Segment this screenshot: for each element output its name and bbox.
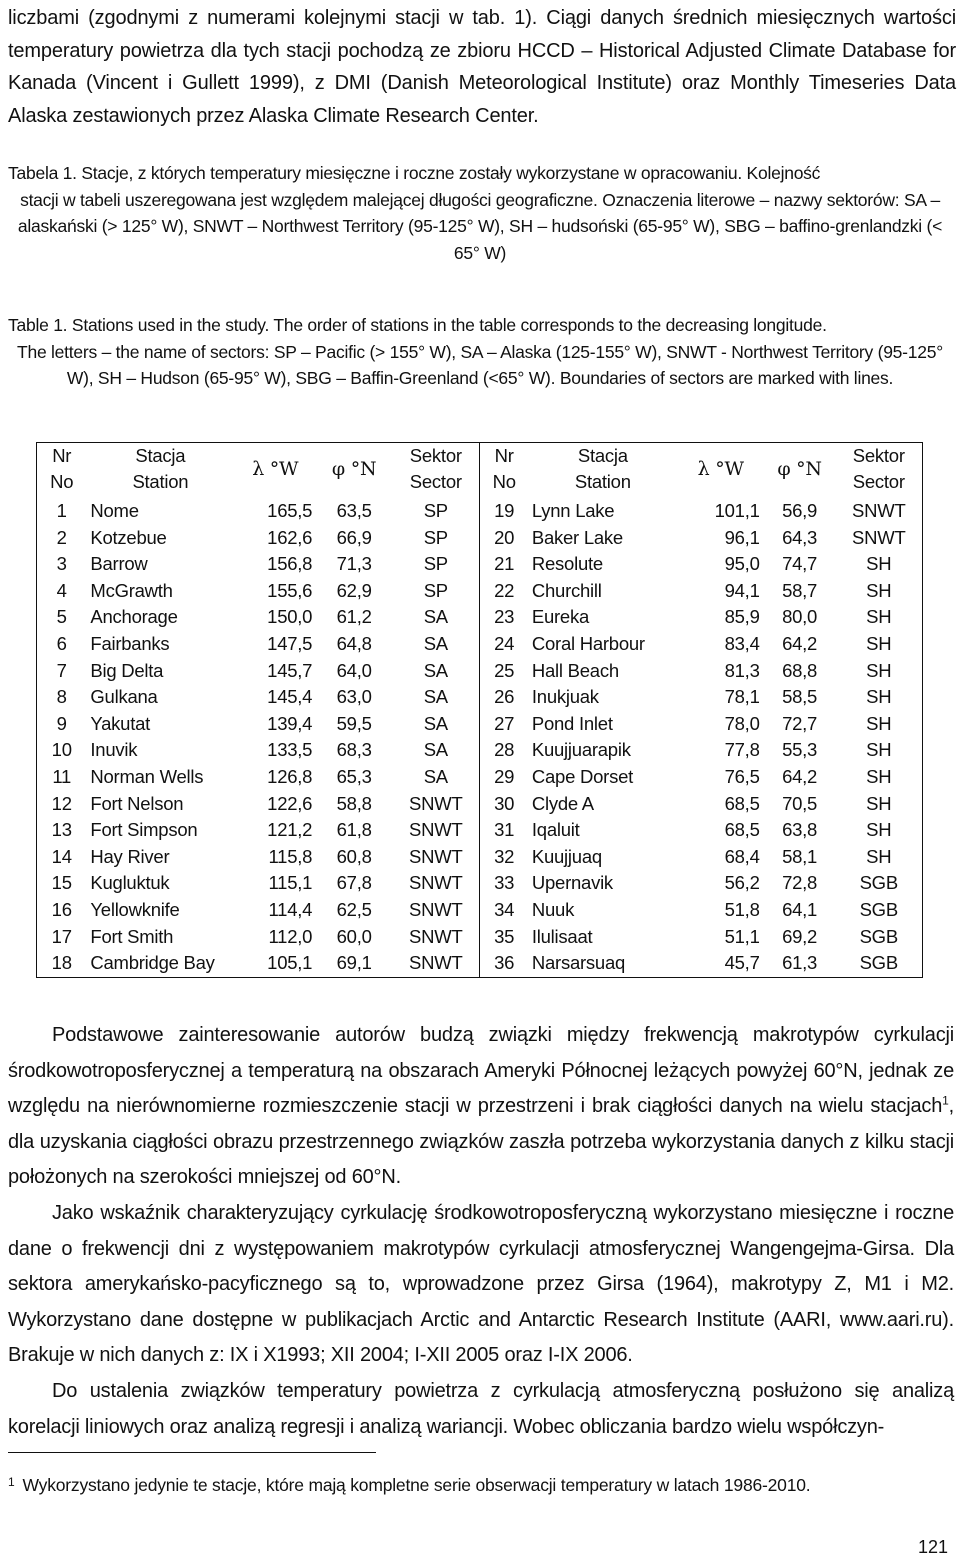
cell-latitude-right: 72,7 — [782, 712, 818, 734]
cell-no-left: 10 — [51, 739, 72, 761]
cell-no-left: 8 — [56, 686, 67, 708]
cell-latitude-left: 60,8 — [336, 845, 372, 867]
table-row — [37, 950, 923, 977]
cell-sector-right: SH — [866, 819, 892, 841]
cell-sector-left: SP — [423, 579, 448, 601]
header-sector-label: Sector — [409, 471, 462, 492]
cell-latitude-right: 55,3 — [782, 739, 818, 761]
cell-sector-right: SNWT — [852, 526, 906, 548]
cell-longitude-left: 145,4 — [267, 686, 313, 708]
cell-longitude-right: 78,0 — [724, 712, 760, 734]
cell-station-right: Coral Harbour — [531, 632, 645, 654]
cell-latitude-right: 63,8 — [782, 819, 818, 841]
table-row — [37, 897, 923, 924]
table-row — [37, 711, 923, 738]
cell-no-right: 34 — [480, 897, 528, 924]
cell-station-right: Narsarsuaq — [531, 952, 626, 974]
cell-sector-right: SGB — [859, 925, 898, 947]
header-nr-right — [480, 443, 528, 496]
table-row — [37, 737, 923, 764]
cell-no-right: 36 — [480, 950, 528, 977]
cell-sector-right: SH — [866, 606, 892, 628]
header-nr-label: Nr — [494, 445, 514, 466]
cell-sector-left: SA — [423, 659, 448, 681]
cell-sector-right: SH — [866, 792, 892, 814]
cell-station-left: Hay River — [90, 845, 170, 867]
cell-no-right: 29 — [480, 764, 528, 791]
cell-longitude-left: 122,6 — [267, 792, 313, 814]
cell-station-left: Yellowknife — [90, 898, 180, 920]
cell-sector-left: SNWT — [409, 819, 463, 841]
cell-sector-left: SP — [423, 526, 448, 548]
cell-no-left: 9 — [56, 712, 67, 734]
cell-longitude-left: 105,1 — [267, 952, 313, 974]
header-station-label: Station — [574, 471, 631, 492]
cell-station-right: Upernavik — [531, 872, 613, 894]
cell-sector-right: SNWT — [852, 500, 906, 521]
cell-sector-left: SNWT — [409, 872, 463, 894]
cell-longitude-left: 150,0 — [267, 606, 313, 628]
cell-longitude-right: 56,2 — [724, 872, 760, 894]
cell-latitude-left: 59,5 — [336, 712, 372, 734]
cell-no-left: 12 — [51, 792, 72, 814]
cell-latitude-right: 56,9 — [782, 500, 818, 521]
cell-station-right: Hall Beach — [531, 659, 619, 681]
cell-longitude-left: 114,4 — [268, 898, 313, 920]
cell-latitude-right: 72,8 — [782, 872, 818, 894]
cell-sector-right: SGB — [859, 952, 898, 974]
body-paragraph-1 — [8, 1018, 954, 1196]
cell-station-left: Kotzebue — [90, 526, 167, 548]
cell-station-left: Fairbanks — [90, 632, 170, 654]
cell-latitude-right: 80,0 — [782, 606, 818, 628]
page-number: 121 — [917, 1537, 948, 1557]
cell-sector-right: SGB — [859, 898, 898, 920]
cell-sector-right: SGB — [859, 872, 898, 894]
cell-station-right: Lynn Lake — [531, 500, 615, 521]
cell-sector-left: SP — [423, 500, 448, 521]
header-latitude-left: φ °N — [331, 458, 377, 480]
cell-longitude-right: 81,3 — [724, 659, 760, 681]
cell-latitude-left: 58,8 — [336, 792, 372, 814]
table-row — [37, 604, 923, 631]
header-longitude-left: λ °W — [252, 458, 299, 480]
cell-sector-right: SH — [866, 712, 892, 734]
cell-no-right: 30 — [480, 791, 528, 818]
cell-longitude-right: 51,8 — [724, 898, 760, 920]
table-row — [37, 525, 923, 552]
cell-station-left: Barrow — [90, 553, 148, 575]
intro-paragraph: liczbami (zgodnymi z numerami kolejnymi stacji w tab. 1). Ciągi danych średnich miesięcznych wartości temperatury powietrza dla tych stacji pochodzą ze zbioru HCCD – Historical Adjusted Climate Database for Kanada (Vincent i Gullett 1999), z DMI (Danish Meteorological Institute) oraz Monthly Timeseries Data Alaska zestawionych przez Alaska Climate Research Center. — [8, 7, 956, 127]
table-body — [37, 495, 923, 977]
cell-no-right: 28 — [480, 737, 528, 764]
cell-latitude-left: 64,8 — [336, 632, 372, 654]
body-paragraph-2: Jako wskaźnik charakteryzujący cyrkulację środkowotroposferyczną wykorzystano miesięczne i roczne dane o frekwencji dni z występowaniem makrotypów cyrkulacji atmosferycznej Wangengejma-Girsa. Dla sektora amerykańsko-pacyficznego są to, wprowadzone przez Girsa (1964), makrotypy Z, M1 i M2. Wykorzystano dane dostępne w publikacjach Arctic and Antarctic Research Institute (AARI, www.aari.ru). Brakuje w nich danych z: IX i X1993; XII 2004; I-XII 2005 oraz I-IX 2006. — [8, 1201, 954, 1367]
cell-longitude-right: 51,1 — [724, 925, 760, 947]
cell-longitude-left: 147,5 — [267, 632, 313, 654]
cell-no-right: 23 — [480, 604, 528, 631]
cell-latitude-right: 68,8 — [782, 659, 818, 681]
cell-longitude-left: 145,7 — [267, 659, 313, 681]
cell-no-left: 3 — [56, 553, 67, 575]
cell-station-right: Baker Lake — [531, 526, 623, 548]
cell-latitude-left: 67,8 — [336, 872, 372, 894]
table-caption-polish — [8, 160, 952, 266]
cell-latitude-left: 71,3 — [336, 553, 372, 575]
header-station-right — [528, 443, 678, 496]
cell-longitude-left: 112,0 — [268, 925, 313, 947]
cell-longitude-right: 68,5 — [724, 819, 760, 841]
cell-longitude-right: 85,9 — [724, 606, 760, 628]
cell-station-right: Ilulisaat — [531, 925, 593, 947]
cell-no-left: 4 — [56, 579, 67, 601]
cell-longitude-right: 96,1 — [724, 526, 760, 548]
cell-no-right: 26 — [480, 684, 528, 711]
cell-sector-right: SH — [866, 659, 892, 681]
cell-longitude-left: 121,2 — [267, 819, 313, 841]
cell-latitude-left: 63,0 — [336, 686, 372, 708]
cell-longitude-left: 115,8 — [268, 845, 313, 867]
footnote-divider — [8, 1452, 376, 1453]
cell-sector-left: SA — [423, 765, 448, 787]
cell-longitude-right: 95,0 — [724, 553, 760, 575]
paragraph-1-text-end: , dla uzyskania ciągłości obrazu przestrzennego związków zaszła potrzeba wykorzystania danych z kilku stacji położonych na szerokości mniejszej od 60°N. — [8, 1095, 954, 1189]
cell-no-right: 27 — [480, 711, 528, 738]
header-station-label: Station — [132, 471, 189, 492]
header-sector-label: Sector — [852, 471, 905, 492]
cell-sector-left: SNWT — [409, 792, 463, 814]
cell-sector-right: SH — [866, 739, 892, 761]
header-longitude-right: λ °W — [697, 458, 744, 480]
cell-station-left: Gulkana — [90, 686, 158, 708]
cell-latitude-left: 65,3 — [336, 765, 372, 787]
cell-longitude-left: 133,5 — [267, 739, 313, 761]
cell-sector-left: SA — [423, 632, 448, 654]
table-row — [37, 631, 923, 658]
footnote-text: Wykorzystano jedynie te stacje, które mają kompletne serie obserwacji temperatury w latach 1986-2010. — [22, 1475, 811, 1495]
body-paragraph-3: Do ustalenia związków temperatury powietrza z cyrkulacją atmosferyczną posłużono się analizą korelacji liniowych oraz analizą regresji i analizą wariancji. Wobec obliczania bardzo wielu współczyn- — [8, 1379, 954, 1438]
cell-longitude-left: 126,8 — [267, 765, 313, 787]
cell-longitude-right: 101,1 — [714, 500, 760, 521]
cell-station-right: Inukjuak — [531, 686, 599, 708]
cell-station-right: Pond Inlet — [531, 712, 613, 734]
cell-longitude-right: 68,5 — [724, 792, 760, 814]
cell-sector-right: SH — [866, 765, 892, 787]
cell-no-left: 14 — [51, 845, 72, 867]
cell-no-left: 2 — [56, 526, 67, 548]
cell-no-right: 21 — [480, 551, 528, 578]
cell-sector-left: SP — [423, 553, 448, 575]
cell-sector-left: SA — [423, 686, 448, 708]
cell-no-right: 35 — [480, 924, 528, 951]
header-nr-label: Nr — [52, 445, 72, 466]
table-row — [37, 684, 923, 711]
cell-longitude-right: 77,8 — [724, 739, 760, 761]
cell-station-left: Kugluktuk — [90, 872, 170, 894]
footnote — [8, 1470, 948, 1497]
cell-no-right: 24 — [480, 631, 528, 658]
cell-latitude-left: 68,3 — [336, 739, 372, 761]
cell-latitude-right: 58,1 — [782, 845, 818, 867]
stations-table — [36, 442, 923, 978]
table-row — [37, 870, 923, 897]
cell-station-left: Anchorage — [90, 606, 178, 628]
table-row — [37, 817, 923, 844]
cell-sector-left: SA — [423, 712, 448, 734]
cell-longitude-right: 94,1 — [724, 579, 760, 601]
footnote-mark: 1 — [8, 1475, 15, 1489]
cell-latitude-left: 63,5 — [336, 500, 372, 521]
cell-no-right: 31 — [480, 817, 528, 844]
cell-station-right: Nuuk — [531, 898, 575, 920]
cell-longitude-right: 45,7 — [724, 952, 760, 974]
header-station-left — [86, 443, 234, 496]
cell-station-right: Kuujjuarapik — [531, 739, 631, 761]
table-row — [37, 551, 923, 578]
caption-en-rest: The letters – the name of sectors: SP – Pacific (> 155° W), SA – Alaska (125-155° W), SNWT - Northwest Territory (95-125° W), SH – Hudson (65-95° W), SBG – Baffin-Greenland (<65° W). Boundaries of sectors are marked with lines. — [17, 341, 943, 388]
cell-latitude-right: 70,5 — [782, 792, 818, 814]
cell-sector-left: SA — [423, 739, 448, 761]
cell-longitude-right: 76,5 — [724, 765, 760, 787]
cell-no-left: 11 — [52, 765, 72, 787]
cell-no-left: 18 — [51, 952, 72, 974]
cell-sector-left: SNWT — [409, 952, 463, 974]
cell-station-left: Nome — [90, 500, 139, 521]
caption-pl-rest: stacji w tabeli uszeregowana jest względem malejącej długości geograficzne. Oznaczenia literowe – nazwy sektorów: SA – alaskański (> 125° W), SNWT – Northwest Territory (95-125° W), SH – hudsoński (65-95° W), SBG – baffino-grenlandzki (< 65° W) — [17, 189, 943, 263]
cell-station-left: Fort Simpson — [90, 819, 198, 841]
cell-latitude-left: 62,9 — [336, 579, 372, 601]
cell-station-left: Yakutat — [90, 712, 151, 734]
cell-station-right: Cape Dorset — [531, 765, 633, 787]
cell-latitude-right: 58,7 — [782, 579, 818, 601]
cell-sector-left: SNWT — [409, 845, 463, 867]
header-no-label: No — [50, 471, 74, 492]
cell-no-right: 20 — [480, 525, 528, 552]
table-row — [37, 844, 923, 871]
cell-latitude-right: 64,1 — [782, 898, 818, 920]
cell-longitude-right: 68,4 — [724, 845, 760, 867]
cell-sector-right: SH — [866, 553, 892, 575]
cell-no-right: 25 — [480, 658, 528, 685]
cell-latitude-left: 61,8 — [336, 819, 372, 841]
table-row — [37, 764, 923, 791]
cell-station-left: Big Delta — [90, 659, 164, 681]
cell-no-left: 6 — [56, 632, 67, 654]
cell-longitude-left: 115,1 — [268, 872, 313, 894]
body-text — [8, 1018, 954, 1445]
cell-latitude-left: 69,1 — [336, 952, 372, 974]
cell-no-left: 17 — [51, 925, 72, 947]
cell-no-right: 22 — [480, 578, 528, 605]
cell-latitude-left: 66,9 — [336, 526, 372, 548]
cell-no-left: 7 — [56, 659, 67, 681]
cell-station-left: Cambridge Bay — [90, 952, 215, 974]
header-sektor-label: Sektor — [409, 445, 462, 466]
cell-station-right: Resolute — [531, 553, 603, 575]
cell-latitude-right: 69,2 — [782, 925, 818, 947]
header-nr-left — [37, 443, 87, 496]
header-sektor-label: Sektor — [852, 445, 905, 466]
cell-latitude-right: 61,3 — [782, 952, 818, 974]
cell-latitude-left: 62,5 — [336, 898, 372, 920]
cell-longitude-right: 83,4 — [724, 632, 760, 654]
cell-no-left: 1 — [56, 500, 67, 521]
cell-station-right: Eureka — [531, 606, 590, 628]
cell-longitude-left: 162,6 — [267, 526, 313, 548]
header-stacja-label: Stacja — [135, 445, 186, 466]
header-sector-right — [836, 443, 923, 496]
paragraph-1-text-start: Podstawowe zainteresowanie autorów budzą związki między frekwencją makrotypów cyrkulacji środkowotroposferycznej a temperaturą na obszarach Ameryki Północnej leżących powyżej 60°N, jednak ze względu na nierównomierne rozmieszczenie stacji w przestrzeni i brak ciągłości danych na wielu stacjach — [8, 1024, 954, 1118]
cell-latitude-right: 74,7 — [782, 553, 818, 575]
cell-station-left: Inuvik — [90, 739, 138, 761]
cell-no-left: 16 — [51, 898, 72, 920]
cell-latitude-left: 60,0 — [336, 925, 372, 947]
cell-sector-right: SH — [866, 845, 892, 867]
table-row — [37, 658, 923, 685]
table-caption-english — [8, 312, 952, 392]
table-row — [37, 924, 923, 951]
cell-station-right: Kuujjuaq — [531, 845, 602, 867]
cell-longitude-left: 165,5 — [267, 500, 313, 521]
table-header — [37, 443, 923, 496]
cell-station-left: Fort Nelson — [90, 792, 184, 814]
caption-en-first-line: Table 1. Stations used in the study. The order of stations in the table corresponds to the decreasing longitude. — [8, 315, 827, 335]
cell-station-right: Iqaluit — [531, 819, 580, 841]
cell-latitude-left: 61,2 — [336, 606, 372, 628]
header-latitude-right: φ °N — [777, 458, 822, 480]
cell-latitude-right: 64,3 — [782, 526, 818, 548]
cell-latitude-left: 64,0 — [336, 659, 372, 681]
cell-sector-right: SH — [866, 579, 892, 601]
caption-pl-first-line: Tabela 1. Stacje, z których temperatury miesięczne i roczne zostały wykorzystane w opracowaniu. Kolejność — [8, 163, 821, 183]
cell-sector-right: SH — [866, 632, 892, 654]
cell-station-left: Norman Wells — [90, 765, 204, 787]
cell-sector-left: SNWT — [409, 898, 463, 920]
footnote-reference: 1 — [942, 1093, 949, 1108]
cell-no-right: 32 — [480, 844, 528, 871]
cell-no-left: 5 — [56, 606, 67, 628]
table-row — [37, 578, 923, 605]
cell-longitude-right: 78,1 — [724, 686, 760, 708]
cell-longitude-left: 139,4 — [267, 712, 313, 734]
table-row — [37, 791, 923, 818]
cell-station-right: Churchill — [531, 579, 602, 601]
header-stacja-label: Stacja — [577, 445, 628, 466]
cell-longitude-left: 156,8 — [267, 553, 313, 575]
cell-latitude-right: 64,2 — [782, 765, 818, 787]
header-sector-left — [392, 443, 480, 496]
cell-station-left: McGrawth — [90, 579, 173, 601]
cell-longitude-left: 155,6 — [267, 579, 313, 601]
cell-no-left: 15 — [51, 872, 72, 894]
cell-sector-left: SNWT — [409, 925, 463, 947]
cell-sector-left: SA — [423, 606, 448, 628]
cell-station-left: Fort Smith — [90, 925, 174, 947]
cell-sector-right: SH — [866, 686, 892, 708]
cell-no-right: 33 — [480, 870, 528, 897]
cell-no-left: 13 — [51, 819, 72, 841]
cell-latitude-right: 58,5 — [782, 686, 818, 708]
header-no-label: No — [492, 471, 516, 492]
table-row — [37, 495, 923, 525]
cell-latitude-right: 64,2 — [782, 632, 818, 654]
cell-no-right: 19 — [480, 495, 528, 525]
cell-station-right: Clyde A — [531, 792, 594, 814]
